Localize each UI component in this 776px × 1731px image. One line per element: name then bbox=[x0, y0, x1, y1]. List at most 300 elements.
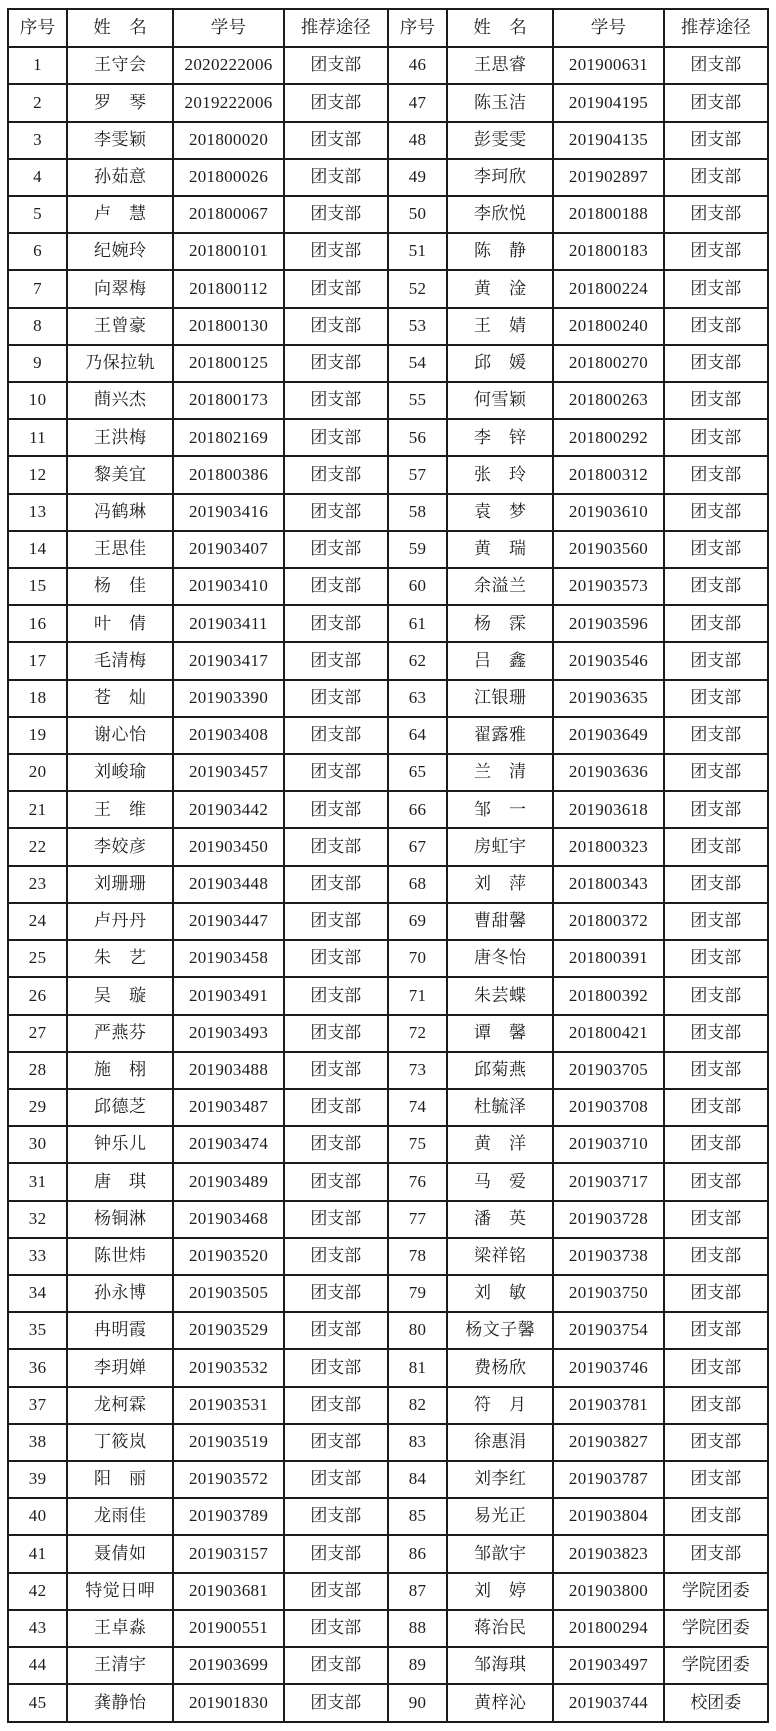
channel-cell: 团支部 bbox=[284, 419, 388, 456]
channel-cell: 团支部 bbox=[664, 1238, 768, 1275]
name-cell: 袁 梦 bbox=[447, 494, 553, 531]
student-id-cell: 201800294 bbox=[553, 1610, 663, 1647]
seq-cell: 23 bbox=[8, 866, 67, 903]
channel-cell: 团支部 bbox=[664, 1498, 768, 1535]
name-cell: 蔄兴杰 bbox=[67, 382, 173, 419]
channel-cell: 团支部 bbox=[284, 1647, 388, 1684]
seq-cell: 65 bbox=[388, 754, 447, 791]
student-id-cell: 201903489 bbox=[173, 1163, 283, 1200]
header-seq: 序号 bbox=[8, 9, 67, 47]
student-id-cell: 201903705 bbox=[553, 1052, 663, 1089]
name-cell: 余溢兰 bbox=[447, 568, 553, 605]
channel-cell: 团支部 bbox=[284, 791, 388, 828]
channel-cell: 团支部 bbox=[284, 1610, 388, 1647]
name-cell: 邱菊燕 bbox=[447, 1052, 553, 1089]
name-cell: 王曾豪 bbox=[67, 308, 173, 345]
student-id-cell: 201800020 bbox=[173, 122, 283, 159]
student-id-cell: 201903474 bbox=[173, 1126, 283, 1163]
seq-cell: 73 bbox=[388, 1052, 447, 1089]
channel-cell: 团支部 bbox=[284, 456, 388, 493]
student-id-cell: 201903789 bbox=[173, 1498, 283, 1535]
name-cell: 杨文子馨 bbox=[447, 1312, 553, 1349]
student-id-cell: 201903800 bbox=[553, 1573, 663, 1610]
seq-cell: 66 bbox=[388, 791, 447, 828]
seq-cell: 78 bbox=[388, 1238, 447, 1275]
student-id-cell: 201903411 bbox=[173, 605, 283, 642]
seq-cell: 7 bbox=[8, 270, 67, 307]
table-row bbox=[8, 1610, 768, 1647]
table-row bbox=[8, 1573, 768, 1610]
name-cell: 刘 萍 bbox=[447, 866, 553, 903]
table-row bbox=[8, 1535, 768, 1572]
seq-cell: 87 bbox=[388, 1573, 447, 1610]
channel-cell: 团支部 bbox=[284, 1052, 388, 1089]
seq-cell: 88 bbox=[388, 1610, 447, 1647]
student-id-cell: 201903487 bbox=[173, 1089, 283, 1126]
table-row bbox=[8, 1498, 768, 1535]
seq-cell: 24 bbox=[8, 903, 67, 940]
channel-cell: 团支部 bbox=[664, 47, 768, 84]
name-cell: 阳 丽 bbox=[67, 1461, 173, 1498]
student-id-cell: 201903728 bbox=[553, 1201, 663, 1238]
channel-cell: 团支部 bbox=[664, 717, 768, 754]
name-cell: 聂倩如 bbox=[67, 1535, 173, 1572]
seq-cell: 59 bbox=[388, 531, 447, 568]
student-id-cell: 201800392 bbox=[553, 977, 663, 1014]
table-row bbox=[8, 1312, 768, 1349]
seq-cell: 75 bbox=[388, 1126, 447, 1163]
name-cell: 黄 洋 bbox=[447, 1126, 553, 1163]
name-cell: 钟乐儿 bbox=[67, 1126, 173, 1163]
name-cell: 严燕芬 bbox=[67, 1015, 173, 1052]
name-cell: 施 栩 bbox=[67, 1052, 173, 1089]
seq-cell: 52 bbox=[388, 270, 447, 307]
channel-cell: 团支部 bbox=[284, 1126, 388, 1163]
table-row bbox=[8, 940, 768, 977]
name-cell: 邱德芝 bbox=[67, 1089, 173, 1126]
seq-cell: 14 bbox=[8, 531, 67, 568]
channel-cell: 团支部 bbox=[284, 1312, 388, 1349]
name-cell: 陈 静 bbox=[447, 233, 553, 270]
table-row bbox=[8, 1461, 768, 1498]
student-id-cell: 201903744 bbox=[553, 1684, 663, 1722]
seq-cell: 67 bbox=[388, 828, 447, 865]
header-name: 姓 名 bbox=[447, 9, 553, 47]
name-cell: 符 月 bbox=[447, 1387, 553, 1424]
table-row bbox=[8, 122, 768, 159]
name-cell: 孙茹意 bbox=[67, 159, 173, 196]
name-cell: 邱 媛 bbox=[447, 345, 553, 382]
header-name: 姓 名 bbox=[67, 9, 173, 47]
student-id-cell: 201903450 bbox=[173, 828, 283, 865]
student-id-cell: 201800101 bbox=[173, 233, 283, 270]
table-row bbox=[8, 866, 768, 903]
channel-cell: 团支部 bbox=[664, 270, 768, 307]
table-row bbox=[8, 196, 768, 233]
seq-cell: 16 bbox=[8, 605, 67, 642]
table-row bbox=[8, 568, 768, 605]
channel-cell: 团支部 bbox=[664, 1424, 768, 1461]
seq-cell: 85 bbox=[388, 1498, 447, 1535]
seq-cell: 35 bbox=[8, 1312, 67, 1349]
table-row bbox=[8, 1015, 768, 1052]
student-id-cell: 201903573 bbox=[553, 568, 663, 605]
channel-cell: 团支部 bbox=[284, 903, 388, 940]
channel-cell: 团支部 bbox=[284, 754, 388, 791]
seq-cell: 48 bbox=[388, 122, 447, 159]
name-cell: 徐惠涓 bbox=[447, 1424, 553, 1461]
name-cell: 王卓淼 bbox=[67, 1610, 173, 1647]
seq-cell: 13 bbox=[8, 494, 67, 531]
student-id-cell: 201903754 bbox=[553, 1312, 663, 1349]
seq-cell: 86 bbox=[388, 1535, 447, 1572]
seq-cell: 55 bbox=[388, 382, 447, 419]
header-seq: 序号 bbox=[388, 9, 447, 47]
seq-cell: 3 bbox=[8, 122, 67, 159]
name-cell: 彭雯雯 bbox=[447, 122, 553, 159]
student-id-cell: 201800343 bbox=[553, 866, 663, 903]
seq-cell: 33 bbox=[8, 1238, 67, 1275]
student-id-cell: 201903681 bbox=[173, 1573, 283, 1610]
seq-cell: 39 bbox=[8, 1461, 67, 1498]
name-cell: 杨 霂 bbox=[447, 605, 553, 642]
name-cell: 曹甜馨 bbox=[447, 903, 553, 940]
name-cell: 冉明霞 bbox=[67, 1312, 173, 1349]
channel-cell: 团支部 bbox=[664, 1089, 768, 1126]
channel-cell: 团支部 bbox=[284, 1275, 388, 1312]
student-id-cell: 201904195 bbox=[553, 84, 663, 121]
name-cell: 陈世炜 bbox=[67, 1238, 173, 1275]
seq-cell: 4 bbox=[8, 159, 67, 196]
name-cell: 黄 瑞 bbox=[447, 531, 553, 568]
name-cell: 乃保拉轨 bbox=[67, 345, 173, 382]
name-cell: 叶 倩 bbox=[67, 605, 173, 642]
channel-cell: 团支部 bbox=[284, 1163, 388, 1200]
table-row bbox=[8, 1163, 768, 1200]
name-cell: 费杨欣 bbox=[447, 1349, 553, 1386]
seq-cell: 19 bbox=[8, 717, 67, 754]
seq-cell: 62 bbox=[388, 642, 447, 679]
name-cell: 王 婧 bbox=[447, 308, 553, 345]
table-row bbox=[8, 1126, 768, 1163]
channel-cell: 团支部 bbox=[284, 159, 388, 196]
channel-cell: 团支部 bbox=[284, 866, 388, 903]
channel-cell: 团支部 bbox=[664, 196, 768, 233]
name-cell: 刘 敏 bbox=[447, 1275, 553, 1312]
name-cell: 王清宇 bbox=[67, 1647, 173, 1684]
name-cell: 王思佳 bbox=[67, 531, 173, 568]
seq-cell: 31 bbox=[8, 1163, 67, 1200]
channel-cell: 团支部 bbox=[284, 345, 388, 382]
table-row bbox=[8, 84, 768, 121]
student-id-cell: 201903390 bbox=[173, 680, 283, 717]
student-id-cell: 201903448 bbox=[173, 866, 283, 903]
name-cell: 李雯颖 bbox=[67, 122, 173, 159]
name-cell: 龙雨佳 bbox=[67, 1498, 173, 1535]
channel-cell: 团支部 bbox=[664, 233, 768, 270]
name-cell: 李珂欣 bbox=[447, 159, 553, 196]
table-row bbox=[8, 828, 768, 865]
table-row bbox=[8, 233, 768, 270]
student-id-cell: 201903546 bbox=[553, 642, 663, 679]
channel-cell: 团支部 bbox=[664, 1126, 768, 1163]
seq-cell: 20 bbox=[8, 754, 67, 791]
header-row bbox=[8, 9, 768, 47]
name-cell: 黄梓沁 bbox=[447, 1684, 553, 1722]
student-id-cell: 201903493 bbox=[173, 1015, 283, 1052]
student-id-cell: 201800386 bbox=[173, 456, 283, 493]
student-id-cell: 201903531 bbox=[173, 1387, 283, 1424]
name-cell: 毛清梅 bbox=[67, 642, 173, 679]
channel-cell: 团支部 bbox=[284, 1461, 388, 1498]
seq-cell: 40 bbox=[8, 1498, 67, 1535]
channel-cell: 团支部 bbox=[284, 642, 388, 679]
name-cell: 罗 琴 bbox=[67, 84, 173, 121]
channel-cell: 团支部 bbox=[664, 122, 768, 159]
name-cell: 龙柯霖 bbox=[67, 1387, 173, 1424]
name-cell: 刘李红 bbox=[447, 1461, 553, 1498]
table-row bbox=[8, 605, 768, 642]
table-row bbox=[8, 1387, 768, 1424]
seq-cell: 36 bbox=[8, 1349, 67, 1386]
seq-cell: 54 bbox=[388, 345, 447, 382]
student-id-cell: 201903708 bbox=[553, 1089, 663, 1126]
seq-cell: 15 bbox=[8, 568, 67, 605]
seq-cell: 60 bbox=[388, 568, 447, 605]
seq-cell: 57 bbox=[388, 456, 447, 493]
seq-cell: 77 bbox=[388, 1201, 447, 1238]
seq-cell: 17 bbox=[8, 642, 67, 679]
name-cell: 房虹宇 bbox=[447, 828, 553, 865]
channel-cell: 团支部 bbox=[664, 791, 768, 828]
name-cell: 邹歆宇 bbox=[447, 1535, 553, 1572]
seq-cell: 64 bbox=[388, 717, 447, 754]
name-cell: 向翠梅 bbox=[67, 270, 173, 307]
channel-cell: 团支部 bbox=[664, 1201, 768, 1238]
name-cell: 纪婉玲 bbox=[67, 233, 173, 270]
student-id-cell: 201903488 bbox=[173, 1052, 283, 1089]
channel-cell: 团支部 bbox=[284, 1424, 388, 1461]
seq-cell: 69 bbox=[388, 903, 447, 940]
seq-cell: 27 bbox=[8, 1015, 67, 1052]
student-id-cell: 201903505 bbox=[173, 1275, 283, 1312]
channel-cell: 团支部 bbox=[664, 1163, 768, 1200]
name-cell: 陈玉洁 bbox=[447, 84, 553, 121]
seq-cell: 53 bbox=[388, 308, 447, 345]
name-cell: 兰 清 bbox=[447, 754, 553, 791]
channel-cell: 团支部 bbox=[664, 345, 768, 382]
header-student-id: 学号 bbox=[173, 9, 283, 47]
table-row bbox=[8, 270, 768, 307]
table-row bbox=[8, 680, 768, 717]
channel-cell: 团支部 bbox=[284, 84, 388, 121]
name-cell: 杨铜淋 bbox=[67, 1201, 173, 1238]
name-cell: 王 维 bbox=[67, 791, 173, 828]
student-id-cell: 201800323 bbox=[553, 828, 663, 865]
channel-cell: 团支部 bbox=[284, 940, 388, 977]
name-cell: 翟露雅 bbox=[447, 717, 553, 754]
student-id-cell: 201802169 bbox=[173, 419, 283, 456]
student-id-cell: 201800391 bbox=[553, 940, 663, 977]
name-cell: 朱芸蝶 bbox=[447, 977, 553, 1014]
student-id-cell: 201903491 bbox=[173, 977, 283, 1014]
name-cell: 吕 鑫 bbox=[447, 642, 553, 679]
seq-cell: 61 bbox=[388, 605, 447, 642]
name-cell: 黎美宜 bbox=[67, 456, 173, 493]
seq-cell: 81 bbox=[388, 1349, 447, 1386]
student-id-cell: 201903746 bbox=[553, 1349, 663, 1386]
table-row bbox=[8, 717, 768, 754]
channel-cell: 学院团委 bbox=[664, 1647, 768, 1684]
channel-cell: 团支部 bbox=[664, 1312, 768, 1349]
table-row bbox=[8, 977, 768, 1014]
seq-cell: 63 bbox=[388, 680, 447, 717]
name-cell: 潘 英 bbox=[447, 1201, 553, 1238]
name-cell: 丁筱岚 bbox=[67, 1424, 173, 1461]
channel-cell: 团支部 bbox=[664, 1387, 768, 1424]
name-cell: 唐 琪 bbox=[67, 1163, 173, 1200]
seq-cell: 56 bbox=[388, 419, 447, 456]
channel-cell: 团支部 bbox=[284, 1201, 388, 1238]
seq-cell: 50 bbox=[388, 196, 447, 233]
student-id-cell: 201903710 bbox=[553, 1126, 663, 1163]
student-id-cell: 201800173 bbox=[173, 382, 283, 419]
seq-cell: 49 bbox=[388, 159, 447, 196]
student-id-cell: 201903442 bbox=[173, 791, 283, 828]
seq-cell: 42 bbox=[8, 1573, 67, 1610]
table-row bbox=[8, 1349, 768, 1386]
seq-cell: 58 bbox=[388, 494, 447, 531]
name-cell: 杜毓泽 bbox=[447, 1089, 553, 1126]
table-row bbox=[8, 494, 768, 531]
name-cell: 唐冬怡 bbox=[447, 940, 553, 977]
channel-cell: 团支部 bbox=[664, 494, 768, 531]
student-id-cell: 201903447 bbox=[173, 903, 283, 940]
table-row bbox=[8, 531, 768, 568]
student-id-cell: 201901830 bbox=[173, 1684, 283, 1722]
seq-cell: 28 bbox=[8, 1052, 67, 1089]
name-cell: 卢丹丹 bbox=[67, 903, 173, 940]
student-id-cell: 201903717 bbox=[553, 1163, 663, 1200]
channel-cell: 团支部 bbox=[284, 1349, 388, 1386]
channel-cell: 团支部 bbox=[664, 159, 768, 196]
student-id-cell: 201903157 bbox=[173, 1535, 283, 1572]
seq-cell: 18 bbox=[8, 680, 67, 717]
student-id-cell: 2020222006 bbox=[173, 47, 283, 84]
name-cell: 江银珊 bbox=[447, 680, 553, 717]
name-cell: 李玥婵 bbox=[67, 1349, 173, 1386]
student-id-cell: 201800026 bbox=[173, 159, 283, 196]
seq-cell: 8 bbox=[8, 308, 67, 345]
channel-cell: 团支部 bbox=[284, 1684, 388, 1722]
header-channel: 推荐途径 bbox=[664, 9, 768, 47]
seq-cell: 12 bbox=[8, 456, 67, 493]
student-id-cell: 201903738 bbox=[553, 1238, 663, 1275]
channel-cell: 团支部 bbox=[664, 680, 768, 717]
student-id-cell: 201800130 bbox=[173, 308, 283, 345]
table-row bbox=[8, 419, 768, 456]
table-row bbox=[8, 345, 768, 382]
student-id-cell: 201903520 bbox=[173, 1238, 283, 1275]
table-row bbox=[8, 1201, 768, 1238]
seq-cell: 74 bbox=[388, 1089, 447, 1126]
seq-cell: 44 bbox=[8, 1647, 67, 1684]
channel-cell: 团支部 bbox=[284, 605, 388, 642]
student-id-cell: 201903635 bbox=[553, 680, 663, 717]
student-id-cell: 201902897 bbox=[553, 159, 663, 196]
seq-cell: 90 bbox=[388, 1684, 447, 1722]
name-cell: 朱 艺 bbox=[67, 940, 173, 977]
name-cell: 邹 一 bbox=[447, 791, 553, 828]
student-id-cell: 201903417 bbox=[173, 642, 283, 679]
channel-cell: 团支部 bbox=[284, 308, 388, 345]
seq-cell: 51 bbox=[388, 233, 447, 270]
channel-cell: 团支部 bbox=[664, 456, 768, 493]
table-row bbox=[8, 1684, 768, 1722]
channel-cell: 团支部 bbox=[284, 196, 388, 233]
seq-cell: 80 bbox=[388, 1312, 447, 1349]
seq-cell: 21 bbox=[8, 791, 67, 828]
student-id-cell: 201900551 bbox=[173, 1610, 283, 1647]
table-row bbox=[8, 903, 768, 940]
student-id-cell: 201800263 bbox=[553, 382, 663, 419]
seq-cell: 2 bbox=[8, 84, 67, 121]
seq-cell: 46 bbox=[388, 47, 447, 84]
student-id-cell: 201903699 bbox=[173, 1647, 283, 1684]
name-cell: 黄 淦 bbox=[447, 270, 553, 307]
table-row bbox=[8, 47, 768, 84]
name-cell: 李 锌 bbox=[447, 419, 553, 456]
table-row bbox=[8, 642, 768, 679]
name-cell: 吴 璇 bbox=[67, 977, 173, 1014]
channel-cell: 团支部 bbox=[664, 1535, 768, 1572]
channel-cell: 团支部 bbox=[664, 84, 768, 121]
student-id-cell: 201903458 bbox=[173, 940, 283, 977]
student-id-cell: 201903572 bbox=[173, 1461, 283, 1498]
student-id-cell: 201903827 bbox=[553, 1424, 663, 1461]
channel-cell: 团支部 bbox=[664, 642, 768, 679]
channel-cell: 团支部 bbox=[664, 1275, 768, 1312]
student-id-cell: 201800270 bbox=[553, 345, 663, 382]
channel-cell: 团支部 bbox=[664, 382, 768, 419]
name-cell: 王洪梅 bbox=[67, 419, 173, 456]
seq-cell: 34 bbox=[8, 1275, 67, 1312]
student-id-cell: 201903618 bbox=[553, 791, 663, 828]
name-cell: 卢 慧 bbox=[67, 196, 173, 233]
student-id-cell: 201903804 bbox=[553, 1498, 663, 1535]
channel-cell: 团支部 bbox=[664, 1052, 768, 1089]
student-id-cell: 201800224 bbox=[553, 270, 663, 307]
table-row bbox=[8, 1052, 768, 1089]
table-row bbox=[8, 382, 768, 419]
name-cell: 李姣彦 bbox=[67, 828, 173, 865]
student-id-cell: 201800183 bbox=[553, 233, 663, 270]
seq-cell: 37 bbox=[8, 1387, 67, 1424]
seq-cell: 1 bbox=[8, 47, 67, 84]
name-cell: 杨 佳 bbox=[67, 568, 173, 605]
name-cell: 王守会 bbox=[67, 47, 173, 84]
student-id-cell: 201900631 bbox=[553, 47, 663, 84]
student-id-cell: 201904135 bbox=[553, 122, 663, 159]
seq-cell: 10 bbox=[8, 382, 67, 419]
channel-cell: 团支部 bbox=[664, 828, 768, 865]
name-cell: 张 玲 bbox=[447, 456, 553, 493]
name-cell: 特觉日呷 bbox=[67, 1573, 173, 1610]
name-cell: 谢心怡 bbox=[67, 717, 173, 754]
table-row bbox=[8, 159, 768, 196]
recommendation-roster-table bbox=[7, 8, 769, 1723]
seq-cell: 30 bbox=[8, 1126, 67, 1163]
